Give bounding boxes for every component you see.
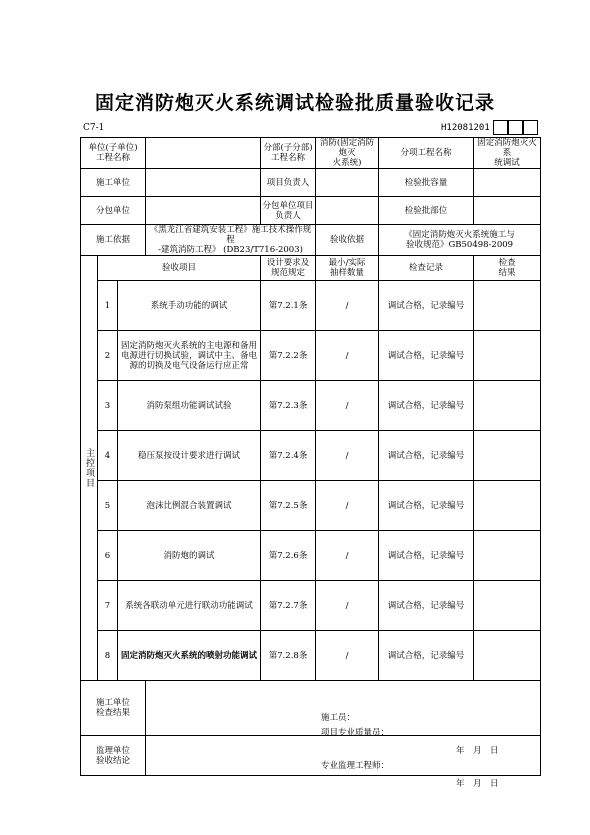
item-req: 第7.2.1条 [261, 281, 316, 331]
subunit-value[interactable]: 消防(固定消防炮灭 火系统) [316, 138, 379, 169]
item-value[interactable]: 固定消防炮灭火系 统调试 [474, 138, 541, 169]
item-name: 消防泵组功能调试试验 [118, 381, 261, 431]
item-record[interactable]: 调试合格，记录编号 [379, 331, 474, 381]
acceptance-basis-label: 验收依据 [316, 225, 379, 256]
contractor-value[interactable] [146, 169, 261, 197]
batch-part-value[interactable] [474, 197, 541, 225]
contractor-label: 施工单位 [81, 169, 146, 197]
item-result[interactable] [474, 581, 541, 631]
item-name: 固定消防炮灭火系统的喷射功能调试 [118, 631, 261, 681]
section-label: 主控项目 [84, 448, 94, 488]
pm-label: 项目负责人 [261, 169, 316, 197]
item-sample[interactable]: / [316, 331, 379, 381]
code-box-2[interactable] [508, 120, 523, 135]
item-result[interactable] [474, 331, 541, 381]
item-req: 第7.2.6条 [261, 531, 316, 581]
item-sample[interactable]: / [316, 531, 379, 581]
item-no: 6 [98, 531, 118, 581]
item-no: 8 [98, 631, 118, 681]
item-sample[interactable]: / [316, 381, 379, 431]
construction-label: 施工单位 检查结果 [81, 681, 146, 736]
item-req: 第7.2.5条 [261, 481, 316, 531]
table-row [81, 531, 541, 581]
inspection-form [80, 137, 541, 789]
col-req: 设计要求及 规范规定 [261, 256, 316, 281]
item-name: 消防炮的调试 [118, 531, 261, 581]
unit-label: 单位(子单位) 工程名称 [81, 138, 146, 169]
engineer-label: 专业监理工程师： [321, 760, 390, 771]
item-result[interactable] [474, 281, 541, 331]
item-result[interactable] [474, 631, 541, 681]
item-sample[interactable]: / [316, 481, 379, 531]
table-row [81, 381, 541, 431]
sub-pm-label: 分包单位项目 负责人 [261, 197, 316, 225]
table-row [81, 281, 541, 331]
supervisor-date: 年 月 日 [456, 778, 499, 789]
item-no: 4 [98, 431, 118, 481]
quality-label: 项目专业质量员： [321, 728, 390, 738]
supervisor-label: 监理单位 验收结论 [81, 736, 146, 776]
worker-label: 施工员： [321, 713, 356, 723]
item-no: 2 [98, 331, 118, 381]
item-label: 分项工程名称 [379, 138, 474, 169]
pm-value[interactable] [316, 169, 379, 197]
item-name: 系统各联动单元进行联动功能调试 [118, 581, 261, 631]
item-no: 1 [98, 281, 118, 331]
code-box-3[interactable] [523, 120, 538, 135]
batch-code: H12081201 [441, 123, 490, 133]
basis-label: 施工依据 [81, 225, 146, 256]
capacity-value[interactable] [474, 169, 541, 197]
table-row [81, 481, 541, 531]
construction-date: 年 月 日 [456, 746, 499, 756]
batch-part-label: 检验批部位 [379, 197, 474, 225]
construction-sign-area[interactable] [146, 681, 541, 756]
table-row [81, 331, 541, 381]
section-label-cell [81, 256, 98, 681]
item-name: 泡沫比例混合装置调试 [118, 481, 261, 531]
form-code: C7-1 [83, 123, 105, 133]
col-sample: 最小/实际 抽样数量 [316, 256, 379, 281]
col-record: 检查记录 [379, 256, 474, 281]
item-req: 第7.2.8条 [261, 631, 316, 681]
sub-pm-value[interactable] [316, 197, 379, 225]
item-result[interactable] [474, 431, 541, 481]
item-record[interactable]: 调试合格，记录编号 [379, 531, 474, 581]
item-no: 5 [98, 481, 118, 531]
code-box-1[interactable] [493, 120, 508, 135]
item-record[interactable]: 调试合格，记录编号 [379, 281, 474, 331]
item-sample[interactable]: / [316, 631, 379, 681]
capacity-label: 检验批容量 [379, 169, 474, 197]
item-result[interactable] [474, 531, 541, 581]
table-row [81, 431, 541, 481]
sub-value[interactable] [146, 197, 261, 225]
item-req: 第7.2.2条 [261, 331, 316, 381]
table-row [81, 631, 541, 681]
acceptance-basis-value: 《固定消防炮灭火系统施工与 验收规范》GB50498-2009 [379, 225, 541, 256]
item-record[interactable]: 调试合格，记录编号 [379, 481, 474, 531]
item-result[interactable] [474, 381, 541, 431]
subunit-label: 分部(子分部) 工程名称 [261, 138, 316, 169]
unit-value[interactable] [146, 138, 261, 169]
item-sample[interactable]: / [316, 281, 379, 331]
col-item: 验收项目 [98, 256, 261, 281]
item-result[interactable] [474, 481, 541, 531]
item-name: 固定消防炮灭火系统的主电源和备用电源进行切换试验，调试中主、备电源的切换及电气设备运行应正常 [118, 331, 261, 381]
item-record[interactable]: 调试合格，记录编号 [379, 431, 474, 481]
item-name: 系统手动功能的调试 [118, 281, 261, 331]
item-req: 第7.2.3条 [261, 381, 316, 431]
item-req: 第7.2.4条 [261, 431, 316, 481]
item-record[interactable]: 调试合格，记录编号 [379, 381, 474, 431]
col-result: 检查 结果 [474, 256, 541, 281]
item-req: 第7.2.7条 [261, 581, 316, 631]
item-record[interactable]: 调试合格，记录编号 [379, 631, 474, 681]
basis-value: 《黑龙江省建筑安装工程》施工技术操作规程 -建筑消防工程》 (DB23/T716-2003) [146, 225, 316, 256]
page-title: 固定消防炮灭火系统调试检验批质量验收记录 [94, 92, 495, 114]
sub-label: 分包单位 [81, 197, 146, 225]
item-sample[interactable]: / [316, 581, 379, 631]
item-no: 7 [98, 581, 118, 631]
table-row [81, 581, 541, 631]
item-record[interactable]: 调试合格，记录编号 [379, 581, 474, 631]
item-name: 稳压泵按设计要求进行调试 [118, 431, 261, 481]
item-sample[interactable]: / [316, 431, 379, 481]
item-no: 3 [98, 381, 118, 431]
